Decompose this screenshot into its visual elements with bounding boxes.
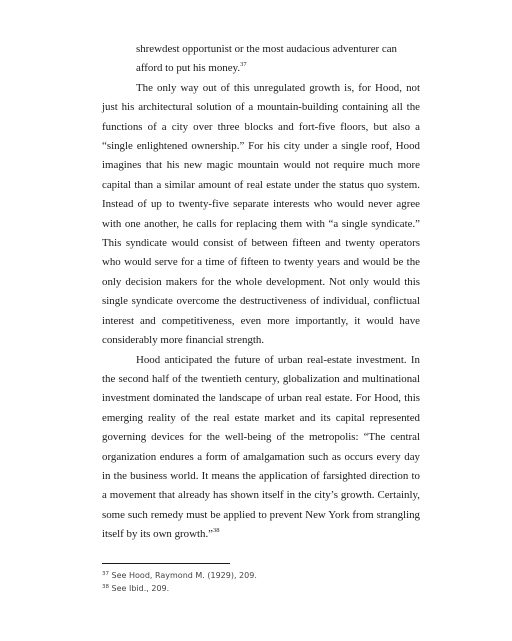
footnote-ref-38: 38 [213,527,220,535]
footnote-number: 37 [102,571,109,577]
paragraph-syndicate [102,79,420,351]
footnote-number: 38 [102,584,109,590]
footnote-text: See Ibid., 209. [111,584,170,593]
quote-continuation-text: shrewdest opportunist or the most audacious adventurer can afford to put his money. [136,43,398,75]
paragraph-text: Hood anticipated the future of urban real-estate investment. In the second half of the twentieth century, globalization and multinational investment dominated the landscape of urban real estate. For Hood, this emerging reality of the real estate market and its capital represented governing devices for the well-being of the metropolis: “The central organization endures a form of amalgamation such as occurs every day in the business world. It means the application of farsighted direction to a movement that already has shown itself in the city’s growth. Certainly, some such remedy must be applied to prevent New York from strangling itself by its own growth.” [102,353,420,541]
footnote-text: See Hood, Raymond M. (1929), 209. [111,571,257,580]
body-text [102,40,420,545]
paragraph-urban-investment [102,351,420,545]
footnote-38 [102,582,422,595]
footnote-ref-37: 37 [240,61,247,69]
footnotes [102,569,422,595]
quote-continuation [102,40,420,79]
footnote-37 [102,569,422,582]
paragraph-text: The only way out of this unregulated growth is, for Hood, not just his architectural solution of a mountain-building containing all the functions of a city over three blocks and fort-five floors, but also a “single enlightened ownership.” For his city under a single roof, Hood imagines that his new magic mountain would not require much more capital than a similar amount of real estate under the status quo system. Instead of up to twenty-five separate interests who would never agree with one another, he calls for replacing them with “a single syndicate.” This syndicate would consist of between fifteen and twenty operators who would serve for a time of fifteen to twenty years and would be the only decision makers for the whole development. Not only would this single syndicate overcome the destructiveness of individual, conflictual interest and competitiveness, even more importantly, it would have considerably more financial strength. [102,81,420,347]
footnote-divider [102,563,230,564]
